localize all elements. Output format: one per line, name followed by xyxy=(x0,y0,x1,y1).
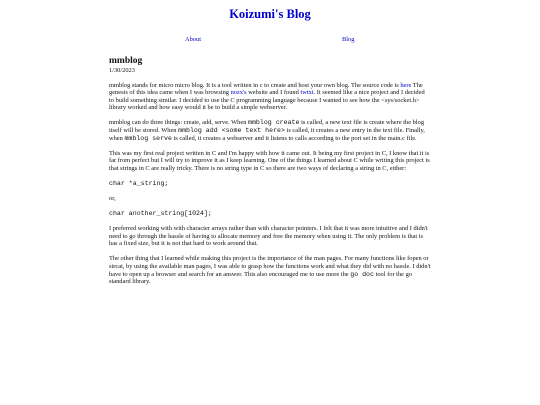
source-code-link[interactable]: here xyxy=(400,81,412,89)
code-block: char another_string[1024]; xyxy=(109,210,212,218)
blog-post xyxy=(109,55,431,293)
text: website and I found xyxy=(246,89,301,97)
man-pages-paragraph xyxy=(109,255,431,285)
post-title: mmblog xyxy=(109,56,143,66)
twtxt-link[interactable]: twtxt xyxy=(300,89,314,97)
code-block: char *a_string; xyxy=(109,180,169,188)
post-date: 1/30/2023 xyxy=(109,67,135,74)
or-text: or, xyxy=(109,195,116,203)
inline-code: mmblog add <some text here> xyxy=(178,127,285,135)
arrays-paragraph: I preferred working with with character arrays rather than with character pointers. I felt that it was more intuitive and I didn't need to go through the hassle of having to allocate memory and free the memory when using it. The only problem is that is has a fixed size, but it is not that hard to work around that. xyxy=(109,225,428,248)
commands-paragraph xyxy=(109,119,431,142)
intro-paragraph xyxy=(109,82,431,112)
inline-code: mmblog create xyxy=(248,119,300,127)
nav-link-blog[interactable]: Blog xyxy=(342,36,355,43)
text: mmblog can do three things: create, add, serve. When xyxy=(109,119,249,127)
site-title: Koizumi's Blog xyxy=(229,7,311,21)
text: is called, a new text file is create where the blog itself will be stored. When xyxy=(109,119,425,135)
strings-paragraph: This was my first real project written in C and I'm happy with how it came out. It being my first project in C, I know that it is far from perfect but I will try to improve it as I keep learning. One of the things I learned about C while writing this project is that strings in C are really tricky. There is no string type in C so there are two ways of declaring a string in C, either: xyxy=(109,149,430,172)
text: is called, it creates a webserver and it listens to calls according to the port set in the main.c file. xyxy=(171,134,417,142)
text: The genesis of this idea came when I was browsing xyxy=(109,81,423,97)
inline-code: go doc xyxy=(350,270,374,278)
text: The other thing that I learned while making this project is the importance of the man pages. For many functions like fopen or strcat, by using the available man pages, I was able to grasp how the functions work and what they did with no hassle. I didn't have to open up a browser and search for an answer. This also encouraged me to use more the xyxy=(109,255,431,278)
text: . It seemed like a nice project and I decided to build something similar. I decided to use the C programming language because I wanted to see how the <sys/socket.h> library worked and how easy would it be to build a simple webserver. xyxy=(109,89,425,112)
text: mmblog stands for micro micro blog. It is a tool written in c to create and host your own blog. The source code is xyxy=(109,81,401,89)
inline-code: mmblog serve xyxy=(124,134,172,142)
nozx-link[interactable]: nozx's xyxy=(230,89,247,97)
nav-link-about[interactable]: About xyxy=(185,36,201,43)
text: is called, it creates a new entry in the text file. Finally, when xyxy=(109,127,425,142)
text: tool for the go standard library. xyxy=(109,270,412,286)
